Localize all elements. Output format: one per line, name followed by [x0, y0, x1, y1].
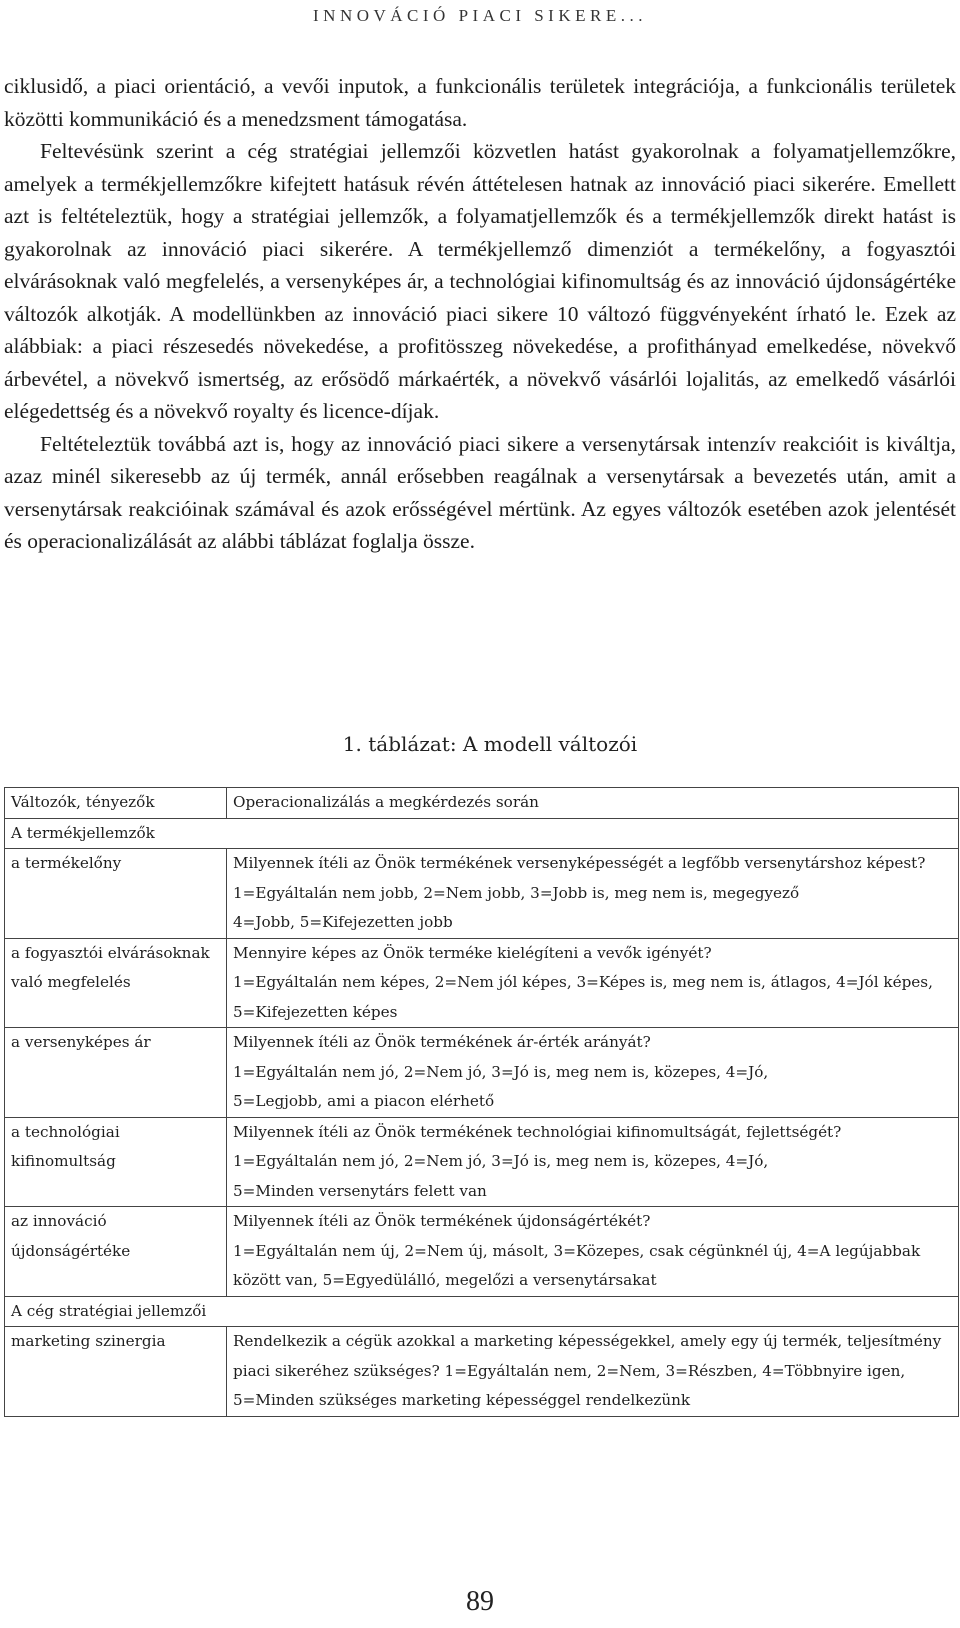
header-operationalization: Operacionalizálás a megkérdezés során	[227, 788, 959, 819]
scale-text: 1=Egyáltalán nem új, 2=Nem új, másolt, 3=Közepes, csak cégünknél új, 4=A legújabbak között van, 5=Egyedülálló, megelőzi a versenytársakat	[233, 1241, 921, 1289]
variable-name: marketing szinergia	[11, 1332, 166, 1350]
table-header-row	[5, 788, 959, 819]
scale-text: 4=Jobb, 5=Kifejezetten jobb	[233, 913, 453, 931]
operationalization-cell	[227, 1207, 959, 1297]
question-text: Milyennek ítéli az Önök termékének technológiai kifinomultságát, fejlettségét?	[233, 1122, 842, 1141]
question-text: Rendelkezik a cégük azokkal a marketing képességekkel, amely egy új termék, teljesítmény piaci sikeréhez szükséges? 1=Egyáltalán nem, 2=Nem, 3=Részben, 4=Többnyire igen, 5=Minden szükséges marketing képességgel rendelkezünk	[233, 1332, 942, 1409]
operationalization-cell	[227, 1327, 959, 1417]
question-text: Milyennek ítéli az Önök termékének újdonságértékét?	[233, 1212, 651, 1230]
table-row	[5, 1207, 959, 1297]
variable-cell	[5, 1117, 227, 1207]
table-row	[5, 849, 959, 939]
paragraph-1: ciklusidő, a piaci orientáció, a vevői inputok, a funkcionális területek integrációja, a funkcionális területek közötti kommunikáció és a menedzsment támogatása.	[4, 74, 956, 131]
table-row	[5, 1327, 959, 1417]
table-section-row	[5, 818, 959, 849]
variable-cell	[5, 1207, 227, 1297]
paragraph-3: Feltételeztük továbbá azt is, hogy az innováció piaci sikere a versenytársak intenzív reakcióit is kiváltja, azaz minél sikeresebb az új termék, annál erősebben reagálnak a versenytársak a bevezetés után, amit a versenytársak reakcióinak számával és azok erősségével mértünk. Az egyes változók esetében azok jelentését és operacionalizálását az alábbi táblázat foglalja össze.	[4, 431, 956, 553]
variable-name: a technológiai kifinomultság	[11, 1122, 120, 1170]
scale-text: 1=Egyáltalán nem jó, 2=Nem jó, 3=Jó is, meg nem is, közepes, 4=Jó,	[233, 1062, 769, 1081]
section-product-characteristics: A termékjellemzők	[5, 818, 959, 849]
scale-text: 5=Legjobb, ami a piacon elérhető	[233, 1092, 495, 1110]
scale-text: 1=Egyáltalán nem jó, 2=Nem jó, 3=Jó is, meg nem is, közepes, 4=Jó,	[233, 1152, 769, 1170]
table-caption: 1. táblázat: A modell változói	[342, 732, 638, 756]
question-text: Mennyire képes az Önök terméke kielégíteni a vevők igényét?	[233, 943, 712, 962]
operationalization-cell	[227, 849, 959, 939]
body-text	[4, 70, 956, 558]
variable-cell	[5, 1028, 227, 1118]
table-row	[5, 1117, 959, 1207]
variable-cell	[5, 849, 227, 939]
variable-cell	[5, 1327, 227, 1417]
scale-text: 1=Egyáltalán nem jobb, 2=Nem jobb, 3=Jobb is, meg nem is, megegyező	[233, 883, 800, 902]
table-section-row	[5, 1296, 959, 1327]
scale-text: 1=Egyáltalán nem képes, 2=Nem jól képes, 3=Képes is, meg nem is, átlagos, 4=Jól képes, 5=Kifejezetten képes	[233, 973, 933, 1021]
variables-table	[4, 787, 959, 1417]
scale-text: 5=Minden versenytárs felett van	[233, 1181, 487, 1200]
operationalization-cell	[227, 938, 959, 1028]
question-text: Milyennek ítéli az Önök termékének ár-érték arányát?	[233, 1033, 651, 1051]
paragraph-2: Feltevésünk szerint a cég stratégiai jellemzői közvetlen hatást gyakorolnak a folyamatjellemzőkre, amelyek a termékjellemzőkre kifejtett hatásuk révén áttételesen hatnak az innováció piaci sikerére. Emellett azt is feltételeztük, hogy a stratégiai jellemzők, a folyamatjellemzők és a termékjellemzők direkt hatást is gyakorolnak az innováció piaci sikerére. A termékjellemző dimenziót a termékelőny, a fogyasztói elvárásoknak való megfelelés, a versenyképes ár, a technológiai kifinomultság és az innováció újdonságértéke változók alkotják. A modellünkben az innováció piaci sikere 10 változó függvényeként írható le. Ezek az alábbiak: a piaci részesedés növekedése, a profitösszeg növekedése, a profithányad emelkedése, növekvő árbevétel, a növekvő ismertség, az erősödő márkaérték, a növekvő vásárlói lojalitás, az emelkedő vásárlói elégedettség és a növekvő royalty és licence-díjak.	[4, 139, 956, 423]
table-row	[5, 1028, 959, 1118]
variable-name: az innováció újdonságértéke	[11, 1212, 131, 1260]
question-text: Milyennek ítéli az Önök termékének versenyképességét a legfőbb versenytárshoz képest?	[233, 854, 926, 872]
variable-name: a termékelőny	[11, 854, 122, 872]
section-strategic-characteristics: A cég stratégiai jellemzői	[5, 1296, 959, 1327]
header-variables: Változók, tényezők	[5, 788, 227, 819]
operationalization-cell	[227, 1028, 959, 1118]
variable-cell	[5, 938, 227, 1028]
operationalization-cell	[227, 1117, 959, 1207]
running-head: INNOVÁCIÓ PIACI SIKERE...	[313, 6, 647, 25]
table-row	[5, 938, 959, 1028]
page-number: 89	[466, 1586, 494, 1617]
variable-name: a versenyképes ár	[11, 1033, 151, 1051]
variable-name: a fogyasztói elvárásoknak való megfelelés	[11, 943, 210, 991]
